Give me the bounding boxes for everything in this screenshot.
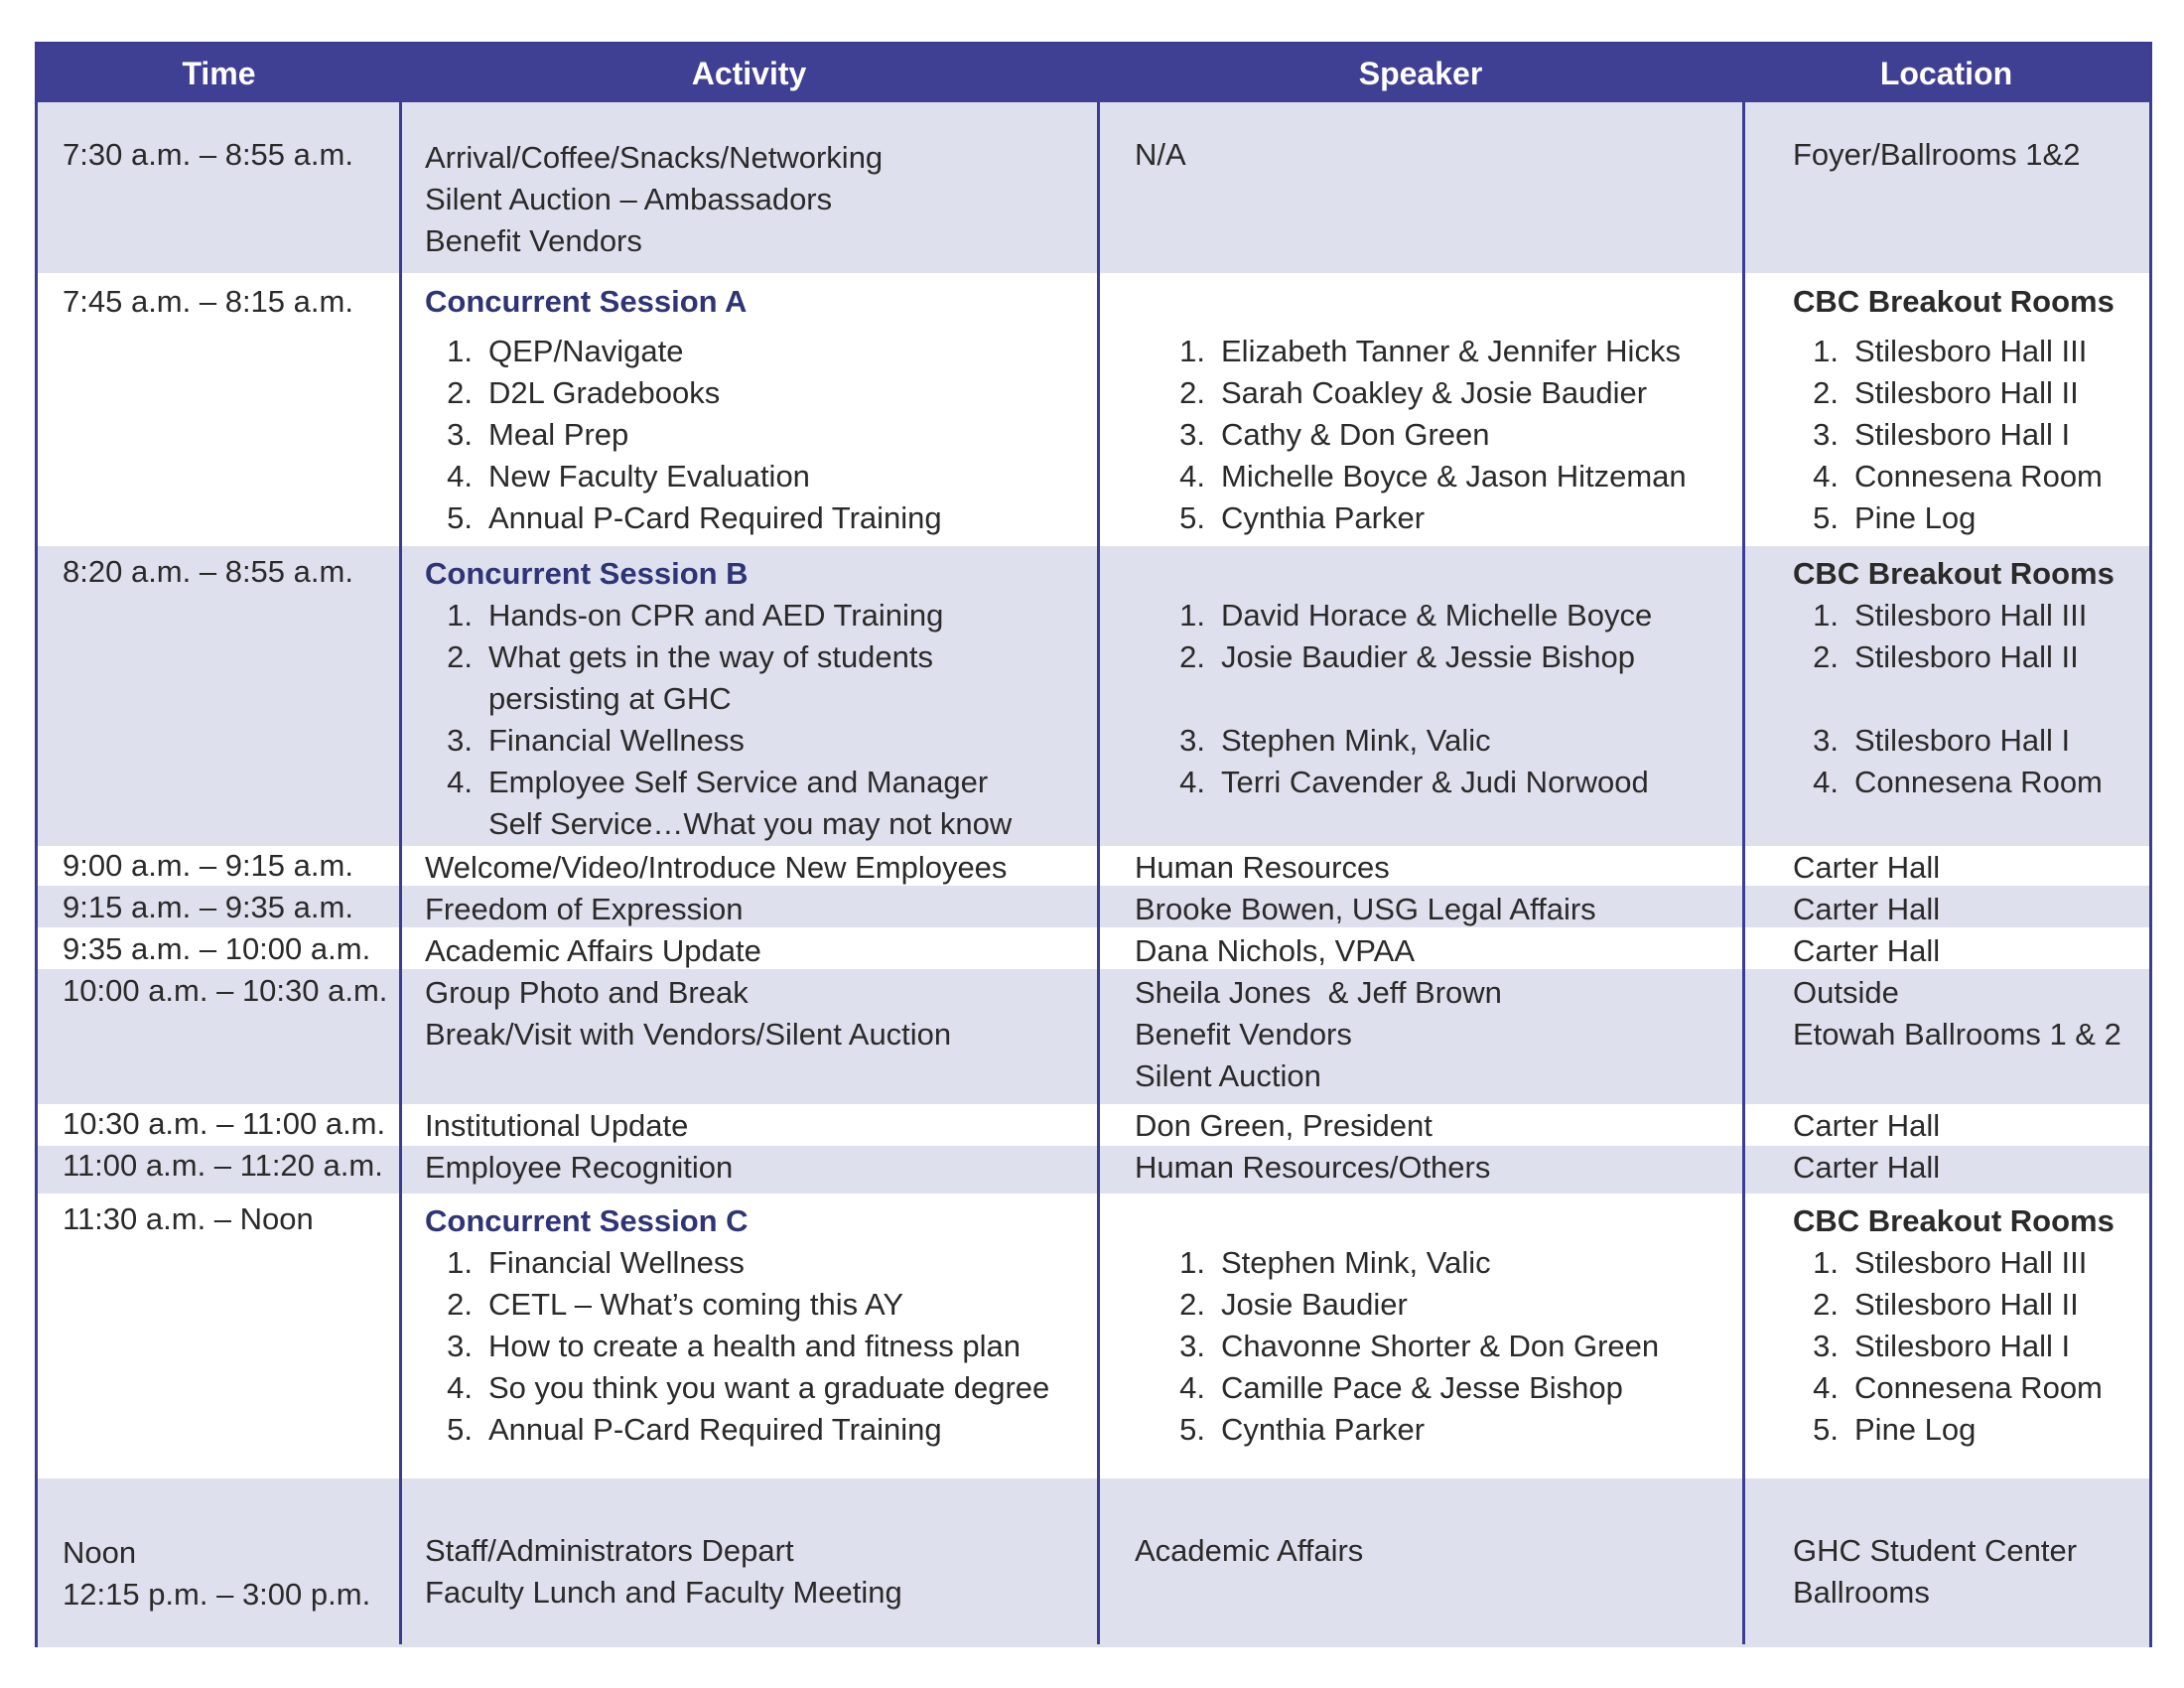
list-item: 2. Stilesboro Hall II [1813, 639, 2079, 674]
list-item: 1. Financial Wellness [447, 1245, 745, 1280]
list-item: 1. Stilesboro Hall III [1813, 1245, 2088, 1280]
list-item: 2. Josie Baudier & Jessie Bishop [1179, 639, 1636, 674]
location-cell: Carter Hall Carter Hall [1793, 1108, 1941, 1185]
location-cell [1793, 1200, 2115, 1451]
list-item: 3. Stilesboro Hall I [1813, 417, 2071, 452]
speaker-cell: N/A [1135, 137, 1186, 172]
list-item: 1. Stilesboro Hall III [1813, 334, 2088, 368]
list-item: 1. Elizabeth Tanner & Jennifer Hicks [1179, 334, 1681, 368]
speaker-cell: Sheila Jones & Jeff Brown Benefit Vendors Silent Auction [1135, 975, 1502, 1093]
location-cell: Foyer/Ballrooms 1&2 [1793, 137, 2081, 172]
list-item: 4. Connesena Room [1813, 459, 2103, 493]
time-cell: 8:20 a.m. – 8:55 a.m. [63, 554, 353, 589]
list-item: 4. Camille Pace & Jesse Bishop [1179, 1370, 1623, 1405]
speaker-cell: Academic Affairs [1135, 1533, 1364, 1568]
time-cell: 7:45 a.m. – 8:15 a.m. [63, 284, 353, 319]
activity-cell [425, 553, 1012, 845]
location-cell: GHC Student Center Ballrooms [1793, 1533, 2078, 1610]
time-cell: 9:00 a.m. – 9:15 a.m. 9:15 a.m. – 9:35 a.m. 9:35 a.m. – 10:00 a.m. [63, 848, 371, 966]
list-item: 3. Stephen Mink, Valic [1179, 723, 1491, 758]
rooms-title: CBC Breakout Rooms [1793, 1203, 2115, 1238]
list-item: 1. Stilesboro Hall III [1813, 598, 2088, 633]
list-item: 5. Pine Log [1813, 1412, 1977, 1447]
header-time: Time [38, 45, 400, 102]
list-item: 2. CETL – What’s coming this AY [447, 1287, 904, 1322]
header-speaker: Speaker [1098, 45, 1743, 102]
location-cell [1793, 553, 2115, 803]
column-divider [1742, 102, 1745, 1644]
rooms-title: CBC Breakout Rooms [1793, 556, 2115, 591]
column-divider [1097, 102, 1100, 1644]
list-item: 4. Connesena Room [1813, 1370, 2103, 1405]
schedule-table [35, 42, 2152, 1647]
list-item: 4. Employee Self Service and Manager Self Service…What you may not know [447, 765, 1013, 841]
list-item: 3. Stilesboro Hall I [1813, 723, 2071, 758]
list-item: 5. Cynthia Parker [1179, 500, 1426, 535]
speaker-cell [1158, 331, 1687, 539]
speaker-cell [1158, 1242, 1659, 1451]
time-cell: 10:00 a.m. – 10:30 a.m. [63, 973, 388, 1008]
list-item: 3. Stilesboro Hall I [1813, 1329, 2071, 1363]
list-item: 2. Stilesboro Hall II [1813, 375, 2079, 410]
list-item: 5. Annual P-Card Required Training [447, 1412, 942, 1447]
activity-cell: Staff/Administrators Depart Faculty Lunch and Faculty Meeting [425, 1533, 902, 1610]
list-item: 2. D2L Gradebooks [447, 375, 721, 410]
list-item: 5. Annual P-Card Required Training [447, 500, 942, 535]
list-item: 5. Pine Log [1813, 500, 1977, 535]
activity-cell: Group Photo and Break Break/Visit with Vendors/Silent Auction [425, 975, 952, 1052]
list-item: 1. QEP/Navigate [447, 334, 684, 368]
list-item: 4. Michelle Boyce & Jason Hitzeman [1179, 459, 1687, 493]
list-item: 4. New Faculty Evaluation [447, 459, 810, 493]
activity-cell [425, 1200, 1049, 1451]
speaker-cell: Don Green, President Human Resources/Others [1135, 1108, 1491, 1185]
column-divider [399, 102, 402, 1644]
time-cell: Noon 12:15 p.m. – 3:00 p.m. [63, 1535, 371, 1612]
list-item: 2. Sarah Coakley & Josie Baudier [1179, 375, 1648, 410]
list-item: 2. Josie Baudier [1179, 1287, 1408, 1322]
session-title: Concurrent Session C [425, 1203, 749, 1238]
list-item: 1. Hands-on CPR and AED Training [447, 598, 944, 633]
time-cell: 7:30 a.m. – 8:55 a.m. [63, 137, 353, 172]
session-title: Concurrent Session A [425, 284, 748, 319]
header-location: Location [1743, 45, 2149, 102]
location-cell: Outside Etowah Ballrooms 1 & 2 [1793, 975, 2121, 1052]
list-item: 2. What gets in the way of students persisting at GHC [447, 639, 934, 716]
list-item: 1. David Horace & Michelle Boyce [1179, 598, 1653, 633]
header-activity: Activity [400, 45, 1098, 102]
list-item: 2. Stilesboro Hall II [1813, 1287, 2079, 1322]
activity-cell: Institutional Update Employee Recognition [425, 1108, 734, 1185]
list-item: 4. Terri Cavender & Judi Norwood [1179, 765, 1649, 799]
speaker-cell [1158, 595, 1652, 803]
activity-cell: Arrival/Coffee/Snacks/Networking Silent Auction – Ambassadors Benefit Vendors [425, 140, 884, 258]
list-item: 3. Chavonne Shorter & Don Green [1179, 1329, 1660, 1363]
time-cell: 11:30 a.m. – Noon [63, 1201, 314, 1236]
rooms-title: CBC Breakout Rooms [1793, 284, 2115, 319]
location-cell [1793, 281, 2115, 539]
speaker-cell: Human Resources Brooke Bowen, USG Legal Affairs Dana Nichols, VPAA [1135, 850, 1596, 968]
list-item: 3. How to create a health and fitness plan [447, 1329, 1021, 1363]
list-item: 5. Cynthia Parker [1179, 1412, 1426, 1447]
session-title: Concurrent Session B [425, 556, 749, 591]
location-cell: Carter Hall Carter Hall Carter Hall [1793, 850, 1941, 968]
row-band [38, 102, 2149, 273]
list-item: 1. Stephen Mink, Valic [1179, 1245, 1491, 1280]
list-item: 3. Cathy & Don Green [1179, 417, 1490, 452]
activity-cell [425, 281, 942, 539]
list-item: 4. Connesena Room [1813, 765, 2103, 799]
activity-cell: Welcome/Video/Introduce New Employees Freedom of Expression Academic Affairs Update [425, 850, 1008, 968]
list-item: 3. Meal Prep [447, 417, 629, 452]
list-item: 4. So you think you want a graduate degree [447, 1370, 1050, 1405]
list-item: 3. Financial Wellness [447, 723, 745, 758]
time-cell: 10:30 a.m. – 11:00 a.m. 11:00 a.m. – 11:20 a.m. [63, 1106, 386, 1183]
